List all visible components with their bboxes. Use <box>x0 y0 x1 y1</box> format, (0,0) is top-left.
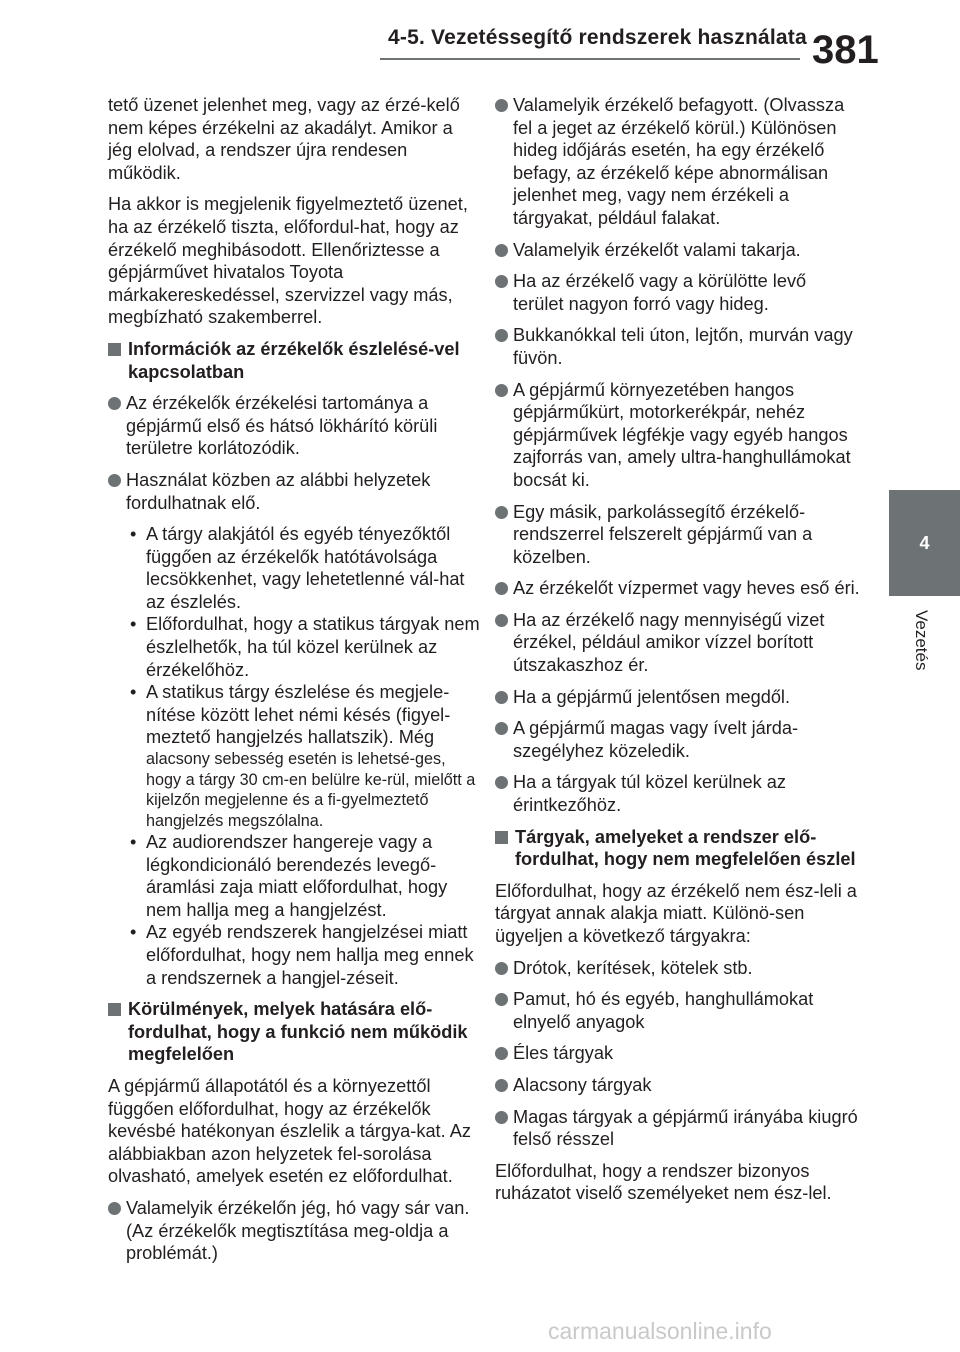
section-heading: Tárgyak, amelyeket a rendszer elő-fordulhat, hogy nem megfelelően észlel <box>495 826 861 871</box>
sub-list-item: • A statikus tárgy észlelése és megjele-nítése között lehet némi késés (figyel-meztető hangjelzés hallatszik). Még <box>108 681 480 749</box>
sub-list-item: alacsony sebesség esetén is lehetsé-ges, hogy a tárgy 30 cm-en belülre ke-rül, mielőtt a kijelzőn megjelenne és a fi-gyelmeztető hangjelzés megszólalna. <box>146 750 476 830</box>
section-heading: Körülmények, melyek hatására elő-fordulhat, hogy a funkció nem működik megfelelően <box>108 998 480 1066</box>
chapter-tab <box>889 490 960 596</box>
bullet-item: Használat közben az alábbi helyzetek fordulhatnak elő. <box>108 469 480 514</box>
bullet-item: Egy másik, parkolássegítő érzékelő-rendszerrel felszerelt gépjármű van a közelben. <box>495 501 861 569</box>
sub-list-item: • Az audiorendszer hangereje vagy a légkondicionáló berendezés levegő-áramlási zaja miatt előfordulhat, hogy nem hallja meg a hangjelzést. <box>108 831 480 921</box>
chapter-label: Vezetés <box>912 610 931 671</box>
paragraph: Ha akkor is megjelenik figyelmeztető üzenet, ha az érzékelő tiszta, előfordul-hat, hogy az érzékelő meghibásodott. Ellenőriztesse a gépjárművet hivatalos Toyota márkakereskedéssel, szervizzel vagy más, megbízható szakemberrel. <box>108 194 468 328</box>
left-column <box>108 94 480 1274</box>
sub-list-item: • A tárgy alakjától és egyéb tényezőktől függően az érzékelők hatótávolsága lecsökkenhet, vagy lehetetlenné vál-hat az észlelés. <box>108 523 480 613</box>
section-heading: Információk az érzékelők észlelésé-vel kapcsolatban <box>108 338 480 383</box>
bullet-item: Pamut, hó és egyéb, hanghullámokat elnyelő anyagok <box>495 988 861 1033</box>
watermark: carmanualsonline.info <box>548 1318 772 1344</box>
bullet-item: Éles tárgyak <box>495 1042 861 1065</box>
bullet-item: Bukkanókkal teli úton, lejtőn, murván vagy füvön. <box>495 324 861 369</box>
chapter-number: 4 <box>919 532 930 553</box>
paragraph: Előfordulhat, hogy a rendszer bizonyos ruházatot viselő személyeket nem ész-lel. <box>495 1160 832 1204</box>
bullet-item: Drótok, kerítések, kötelek stb. <box>495 957 861 980</box>
section-title: 4-5. Vezetéssegítő rendszerek használata <box>388 26 807 49</box>
bullet-item: A gépjármű környezetében hangos gépjárműkürt, motorkerékpár, nehéz gépjárművek légfékje vagy egyéb hangos zajforrás van, amely ultra-hanghullámokat bocsát ki. <box>495 379 861 492</box>
paragraph: Előfordulhat, hogy az érzékelő nem ész-leli a tárgyat annak alakja miatt. Különö-sen ügyeljen a következő tárgyakra: <box>495 880 857 946</box>
bullet-item: Valamelyik érzékelő befagyott. (Olvassza fel a jeget az érzékelő körül.) Különösen hideg időjárás esetén, ha egy érzékelő befagy, az érzékelő képe abnormálisan jelenhet meg, vagy nem érzékeli a tárgyakat, például falakat. <box>495 94 861 230</box>
header-divider <box>380 58 800 60</box>
bullet-item: Ha az érzékelő nagy mennyiségű vizet érzékel, például amikor vízzel borított útszakaszhoz ér. <box>495 609 861 677</box>
bullet-item: Ha az érzékelő vagy a körülötte levő terület nagyon forró vagy hideg. <box>495 270 861 315</box>
bullet-item: Ha a tárgyak túl közel kerülnek az érintkezőhöz. <box>495 771 861 816</box>
bullet-item: Alacsony tárgyak <box>495 1074 861 1097</box>
sub-list-item: • Az egyéb rendszerek hangjelzései miatt előfordulhat, hogy nem hallja meg ennek a rendszernek a hangjel-zéseit. <box>108 921 480 989</box>
bullet-item: Valamelyik érzékelőn jég, hó vagy sár van. (Az érzékelők megtisztítása meg-oldja a problémát.) <box>108 1197 480 1265</box>
sub-list <box>108 523 480 989</box>
page-number: 381 <box>812 28 879 72</box>
bullet-item: Az érzékelők érzékelési tartománya a gépjármű első és hátsó lökhárító körüli területre korlátozódik. <box>108 392 480 460</box>
bullet-item: Ha a gépjármű jelentősen megdől. <box>495 686 861 709</box>
paragraph: A gépjármű állapotától és a környezettől függően előfordulhat, hogy az érzékelők kevésbé hatékonyan észlelik a tárgya-kat. Az alábbiakban azon helyzetek fel-sorolása olvasható, amelyek esetén ez előfordulhat. <box>108 1075 471 1187</box>
bullet-item: Valamelyik érzékelőt valami takarja. <box>495 239 861 262</box>
paragraph: tető üzenet jelenhet meg, vagy az érzé-kelő nem képes érzékelni az akadályt. Amikor a jég elolvad, a rendszer újra rendesen működik. <box>108 95 460 183</box>
bullet-item: Magas tárgyak a gépjármű irányába kiugró felső résszel <box>495 1106 861 1151</box>
bullet-item: A gépjármű magas vagy ívelt járda-szegélyhez közeledik. <box>495 717 861 762</box>
bullet-item: Az érzékelőt vízpermet vagy heves eső éri. <box>495 577 861 600</box>
sub-list-item: • Előfordulhat, hogy a statikus tárgyak nem észlelhetők, ha túl közel kerülnek az érzékelőhöz. <box>108 613 480 681</box>
right-column <box>495 94 861 1214</box>
